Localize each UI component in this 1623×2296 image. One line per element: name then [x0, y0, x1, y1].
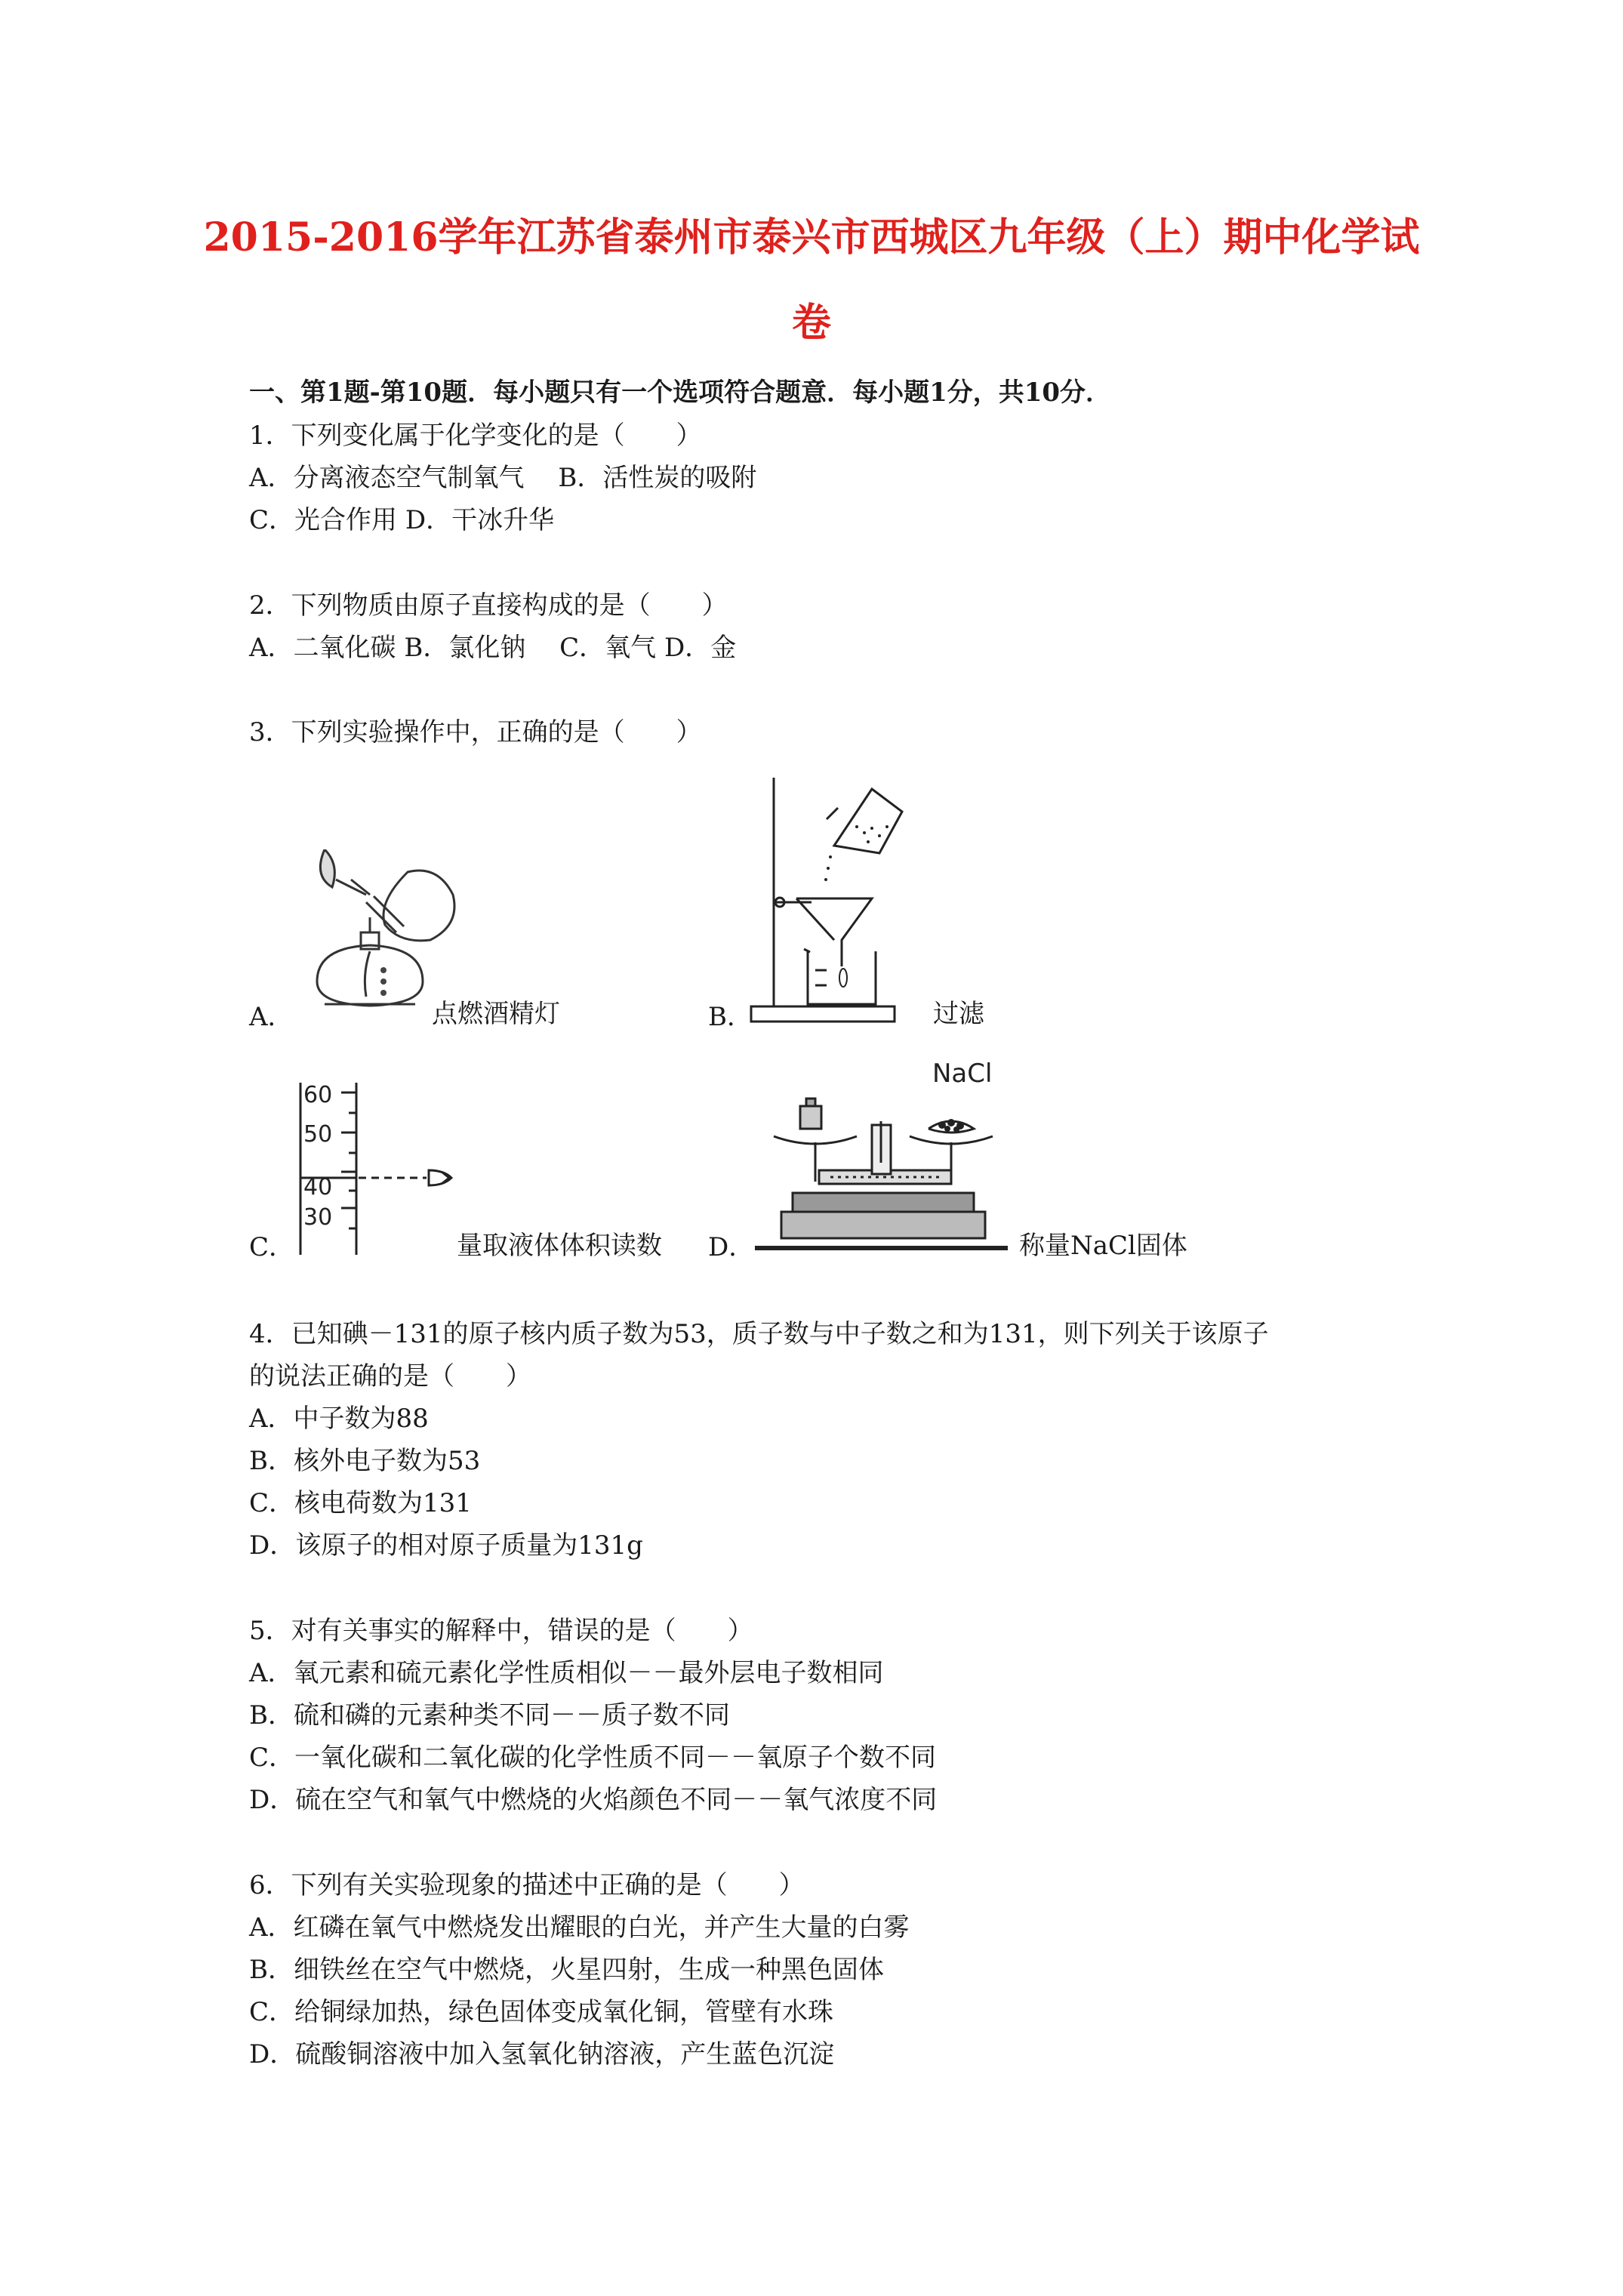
q3-option-c-caption: 量取液体体积读数 [457, 1231, 662, 1261]
q4-option-b: B．核外电子数为53 [249, 1446, 481, 1476]
q5-option-b: B．硫和磷的元素种类不同－－质子数不同 [249, 1700, 730, 1730]
q6-option-c: C．给铜绿加热，绿色固体变成氧化铜，管壁有水珠 [249, 1997, 834, 2027]
q3-option-b-letter: B． [708, 1002, 753, 1032]
q2-options-row1: A．二氧化碳 B．氯化钠 C．氧气 D．金 [249, 633, 737, 663]
q1-options-row1: A．分离液态空气制氧气 B．活性炭的吸附 [249, 463, 757, 493]
nacl-label: NaCl [932, 1059, 993, 1089]
q4-stem-line1: 4．已知碘－131的原子核内质子数为53，质子数与中子数之和为131，则下列关于该原子 [249, 1319, 1269, 1349]
exam-title-line1: 2015-2016学年江苏省泰州市泰兴市西城区九年级（上）期中化学试 [203, 214, 1420, 260]
balance-weighing-figure [747, 1053, 1019, 1261]
cylinder-mark-40: 40 [303, 1174, 333, 1200]
q4-option-a: A．中子数为88 [249, 1404, 429, 1434]
filtration-figure [744, 774, 913, 1027]
q4-option-c: C．核电荷数为131 [249, 1488, 472, 1518]
q3-stem: 3．下列实验操作中，正确的是（ ） [249, 717, 702, 747]
cylinder-mark-30: 30 [303, 1204, 333, 1231]
q5-stem: 5．对有关事实的解释中，错误的是（ ） [249, 1616, 753, 1646]
q3-option-b-caption: 过滤 [933, 999, 984, 1029]
q5-option-d: D．硫在空气和氧气中燃烧的火焰颜色不同－－氧气浓度不同 [249, 1785, 938, 1815]
q1-options-row2: C．光合作用 D．干冰升华 [249, 505, 555, 535]
cylinder-mark-50: 50 [303, 1121, 333, 1148]
q6-option-a: A．红磷在氧气中燃烧发出耀眼的白光，并产生大量的白雾 [249, 1912, 910, 1943]
q3-option-d-letter: D． [708, 1232, 755, 1262]
cylinder-mark-60: 60 [303, 1082, 333, 1108]
q6-stem: 6．下列有关实验现象的描述中正确的是（ ） [249, 1870, 805, 1900]
q3-option-c-letter: C． [249, 1232, 295, 1262]
q6-option-b: B．细铁丝在空气中燃烧，火星四射，生成一种黑色固体 [249, 1955, 884, 1985]
q3-option-a-caption: 点燃酒精灯 [432, 999, 560, 1029]
section-header: 一、第1题-第10题．每小题只有一个选项符合题意．每小题1分，共10分． [249, 378, 1112, 408]
q2-stem: 2．下列物质由原子直接构成的是（ ） [249, 590, 728, 621]
q5-option-a: A．氧元素和硫元素化学性质相似－－最外层电子数相同 [249, 1658, 884, 1688]
q4-stem-line2: 的说法正确的是（ ） [249, 1361, 531, 1391]
q3-option-d-caption: 称量NaCl固体 [1019, 1231, 1187, 1261]
q5-option-c: C．一氧化碳和二氧化碳的化学性质不同－－氧原子个数不同 [249, 1743, 937, 1773]
q4-option-d: D．该原子的相对原子质量为131g [249, 1530, 643, 1561]
q6-option-d: D．硫酸铜溶液中加入氢氧化钠溶液，产生蓝色沉淀 [249, 2039, 835, 2069]
exam-title-line2: 卷 [791, 300, 831, 346]
q3-option-a-letter: A． [249, 1002, 294, 1032]
q1-stem: 1．下列变化属于化学变化的是（ ） [249, 421, 702, 451]
graduated-cylinder-figure [294, 1081, 460, 1259]
